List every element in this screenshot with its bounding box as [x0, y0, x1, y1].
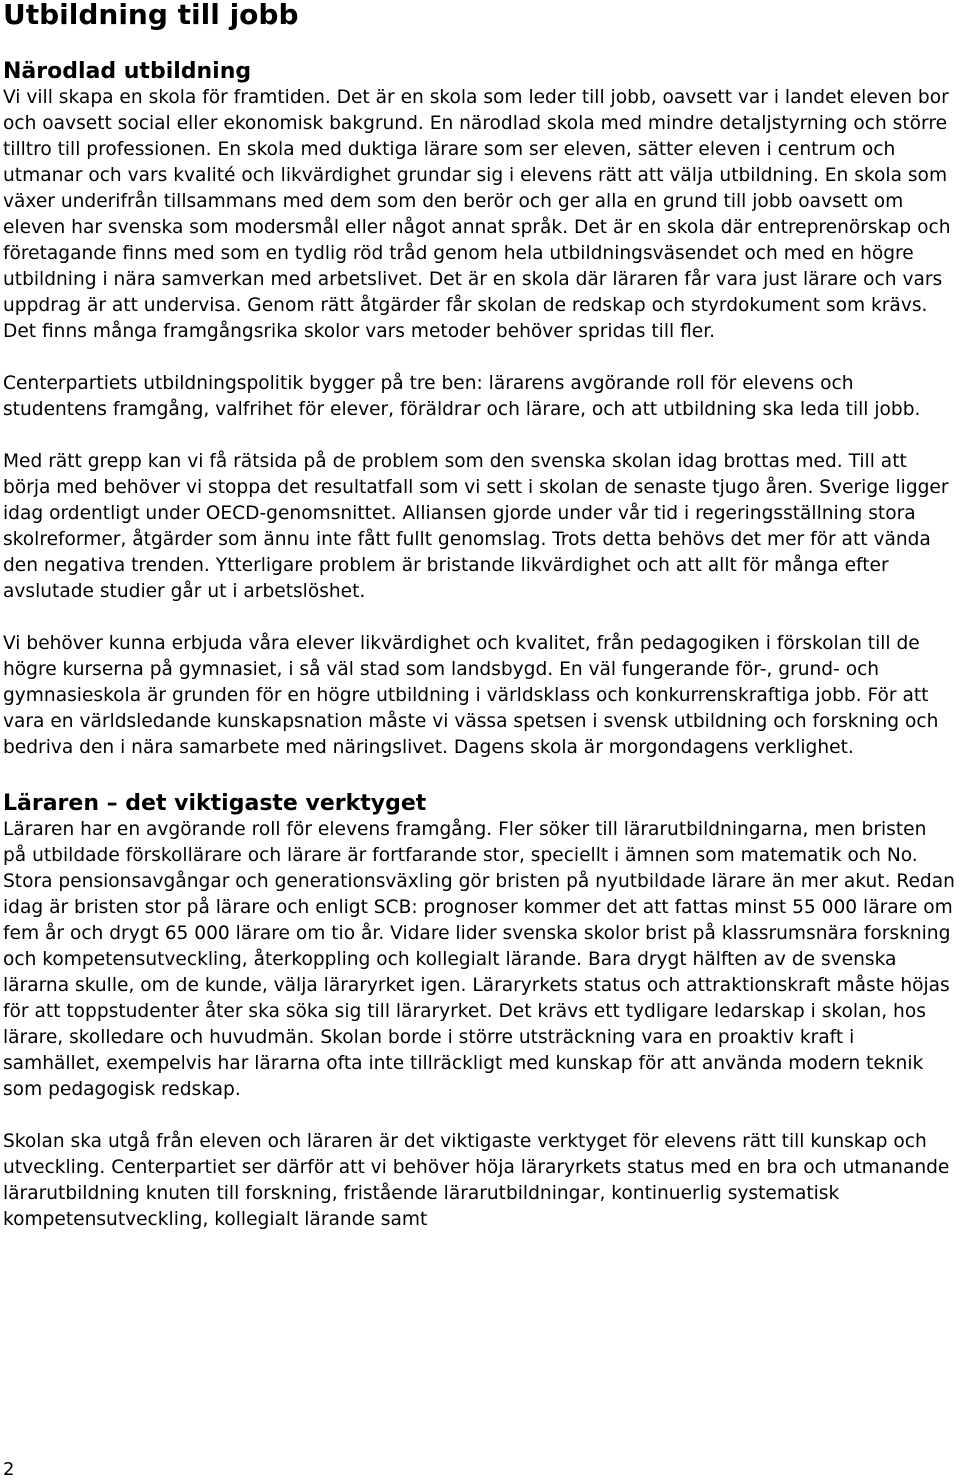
- paragraph: Vi vill skapa en skola för framtiden. Det är en skola som leder till jobb, oavsett var i landet eleven bor och oavsett social eller ekonomisk bakgrund. En närodlad skola med mindre detaljstyrning och större tilltro till professionen. En skola med duktiga lärare som ser eleven, sätter eleven i centrum och utmanar och vars kvalité och likvärdighet grundar sig i elevens rätt att välja utbildning. En skola som växer underifrån tillsammans med dem som den berör och ger alla en grund till jobb oavsett om eleven har svenska som modersmål eller något annat språk. Det är en skola där entreprenörskap och företagande finns med som en tydlig röd tråd genom hela utbildningsväsendet och med en högre utbildning i nära samverkan med arbetslivet. Det är en skola där läraren får vara just lärare och vars uppdrag är att undervisa. Genom rätt åtgärder får skolan de redskap och styrdokument som krävs. Det finns många framgångsrika skolor vars metoder behöver spridas till fler.: [3, 87, 951, 342]
- section-heading-lararen: Läraren – det viktigaste verktyget: [3, 791, 427, 816]
- paragraph: Läraren har en avgörande roll för elevens framgång. Fler söker till lärarutbildningarna, men bristen på utbildade förskollärare och lärare är fortfarande stor, speciellt i ämnen som matematik och No. Stora pensionsavgångar och generationsväxling gör bristen på nyutbildade lärare än mer akut. Redan idag är bristen stor på lärare och enligt SCB: prognoser kommer det att fattas minst 55 000 lärare om fem år och drygt 65 000 lärare om tio år. Vidare lider svenska skolor brist på klassrumsnära forskning och kompetensutveckling, återkoppling och kollegialt lärande. Bara drygt hälften av de svenska lärarna skulle, om de kunde, välja läraryrket igen. Läraryrkets status och attraktionskraft måste höjas för att toppstudenter åter ska söka sig till läraryrket. Det krävs ett tydligare ledarskap i skolan, hos lärare, skolledare och huvudmän. Skolan borde i större utsträckning vara en proaktiv kraft i samhället, exempelvis har lärarna ofta inte tillräckligt med kunskap för att använda modern teknik som pedagogisk redskap.: [3, 819, 955, 1100]
- paragraph: Vi behöver kunna erbjuda våra elever likvärdighet och kvalitet, från pedagogiken i förskolan till de högre kurserna på gymnasiet, i så väl stad som landsbygd. En väl fungerande för-, grund- och gymnasieskola är grunden för en högre utbildning i världsklass och konkurrenskraftiga jobb. För att vara en världsledande kunskapsnation måste vi vässa spetsen i svensk utbildning och forskning och bedriva den i nära samarbete med näringslivet. Dagens skola är morgondagens verklighet.: [3, 633, 939, 758]
- paragraph: Skolan ska utgå från eleven och läraren är det viktigaste verktyget för elevens rätt till kunskap och utveckling. Centerpartiet ser därför att vi behöver höja läraryrkets status med en bra och utmanande lärarutbildning knuten till forskning, fristående lärarutbildningar, kontinuerlig systematisk kompetensutveckling, kollegialt lärande samt: [3, 1131, 950, 1230]
- section-heading-narodlad: Närodlad utbildning: [3, 59, 252, 84]
- paragraph: Med rätt grepp kan vi få rätsida på de problem som den svenska skolan idag brottas med. Till att börja med behöver vi stoppa det resultatfall som vi sett i skolan de senaste tjugo åren. Sverige ligger idag ordentligt under OECD-genomsnittet. Alliansen gjorde under vår tid i regeringsställning stora skolreformer, åtgärder som ännu inte fått fullt genomslag. Trots detta behövs det mer för att vända den negativa trenden. Ytterligare problem är bristande likvärdighet och att allt för många efter avslutade studier går ut i arbetslöshet.: [3, 451, 949, 602]
- page-number: 2: [3, 1459, 15, 1480]
- paragraph: Centerpartiets utbildningspolitik bygger på tre ben: lärarens avgörande roll för elevens och studentens framgång, valfrihet för elever, föräldrar och lärare, och att utbildning ska leda till jobb.: [3, 373, 921, 420]
- document-title: Utbildning till jobb: [3, 0, 299, 31]
- document-page: [3, 0, 955, 1233]
